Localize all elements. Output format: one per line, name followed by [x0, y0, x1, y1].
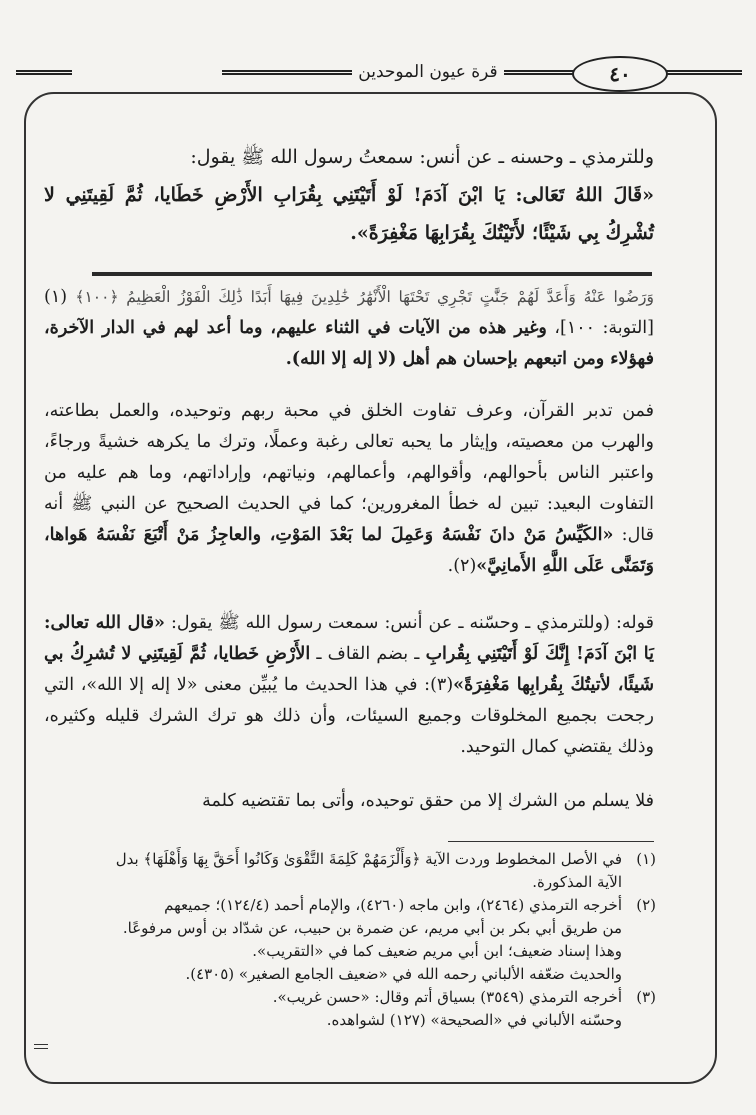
footnote	[44, 894, 656, 986]
footnote-line: والحديث ضعّفه الألباني رحمه الله في «ضعيف الجامع الصغير» (٤٣٠٥).	[185, 965, 622, 983]
paragraph-3-rest: في هذا الحديث ما يُبيِّن معنى «لا إله إلا الله»، التي رجحت بجميع المخلوقات وجميع السيئات، وأن ذلك هو ترك الشرك قليله وكثيره، وذلك يقتضي كمال التوحيد.	[44, 675, 654, 757]
hadith-text: «قَالَ اللهُ تَعَالى: يَا ابْنَ آدَمَ! لَوْ أَتَيْتَنِي بِقُرَابِ الأَرْضِ خَطَايا، ثُمَّ لَقِيتَنِي لا تُشْرِكُ بِي شَيْئًا؛ لأَتَيْتُكَ بِقُرَابِهَا مَغْفِرَةً».	[44, 184, 654, 244]
margin-mark	[34, 1044, 48, 1049]
quran-verse: وَرَضُوا عَنْهُ وَأَعَدَّ لَهُمْ جَنَّٰتٍ تَجْرِي تَحْتَهَا الْأَنْهَٰرُ خَٰلِدِينَ فِيهَا أَبَدًا ذَٰلِكَ الْفَوْزُ الْعَظِيمُ ﴿١٠٠﴾	[75, 288, 654, 306]
hadith-intro: وللترمذي ـ وحسنه ـ عن أنس: سمعتُ رسول الله ﷺ يقول:	[190, 146, 654, 168]
footnote-body	[44, 848, 622, 894]
running-title	[278, 62, 578, 82]
footnote-line: في الأصل المخطوط وردت الآية ﴿وَأَلْزَمَهُمْ كَلِمَةَ التَّقْوَىٰ وَكَانُوا أَحَقَّ بِهَا وَأَهْلَهَا﴾ بدل	[115, 850, 622, 868]
footnote-line: الآية المذكورة.	[532, 873, 622, 891]
paragraph-2	[44, 396, 654, 582]
page-header	[0, 0, 756, 100]
section-divider	[92, 272, 652, 276]
paragraph-3-intro: قوله: (وللترمذي ـ وحسّنه ـ عن أنس: سمعت رسول الله ﷺ يقول:	[171, 613, 654, 633]
hadith-box	[44, 138, 654, 252]
footnote-body	[44, 986, 622, 1032]
header-rule-right	[664, 70, 742, 75]
footnote-line: أخرجه الترمذي (٣٥٤٩) بسياق أتم وقال: «حسن غريب».	[272, 988, 622, 1006]
footnote-ref-2: (٢).	[447, 556, 477, 576]
footnotes	[44, 848, 656, 1032]
footnote-number: (١)	[636, 850, 656, 868]
footnote-line: وهذا إسناد ضعيف؛ ابن أبي مريم ضعيف كما في «التقريب».	[252, 942, 622, 960]
footnote-number: (٢)	[636, 896, 656, 914]
footnote	[44, 986, 656, 1032]
paragraph-4-text: فلا يسلم من الشرك إلا من حقق توحيده، وأتى بما تقتضيه كلمة	[202, 791, 654, 811]
paragraph-3	[44, 608, 654, 763]
verse-reference: (١) [التوبة: ١٠٠]،	[44, 287, 654, 338]
paragraph-1-bold: وغير هذه من الآيات في الثناء عليهم، وما أعد لهم في الدار الآخرة، فهؤلاء ومن اتبعهم بإحسان هم أهل (لا إله إلا الله).	[44, 318, 654, 369]
paragraph-1	[44, 282, 654, 375]
paragraph-3-note: ـ بضم القاف ـ	[316, 644, 420, 664]
footnote-line: من طريق أبي بكر بن أبي مريم، عن ضمرة بن حبيب، عن شدّاد بن أوس مرفوعًا.	[122, 919, 622, 937]
header-rule-far-left	[16, 70, 72, 75]
footnote-separator	[448, 841, 654, 842]
running-title-text: قرة عيون الموحدين	[352, 62, 503, 82]
hadith-quote-2: «الكَيِّسُ مَنْ دانَ نَفْسَهُ وَعَمِلَ لما بَعْدَ المَوْتِ، والعاجِزُ مَنْ أَتْبَعَ نَفْسَهُ هَواها، وَتَمَنَّى عَلَى اللَّهِ الأَمانِيَّ»	[44, 525, 654, 576]
page-number: ٤٠	[572, 56, 668, 92]
hadith-quote-3a: «قال الله تعالى: يَا ابْنَ آدَمَ! إِنَّكَ لَوْ أَتَيْتَنِي بِقُرابِ	[44, 613, 654, 664]
footnote-ref-3: (٣):	[424, 675, 454, 695]
footnote-number: (٣)	[636, 988, 656, 1006]
hadith-quote-3b: الأَرْضِ خَطايا، ثُمَّ لَقِيتَنِي لا تُشرِكُ بي شَيئًا، لأتيتُكَ بِقُرابِها مَغْفِرَةً»	[44, 644, 654, 695]
paragraph-2-text: فمن تدبر القرآن، وعرف تفاوت الخلق في محبة ربهم وتوحيده، والعمل بطاعته، والهرب من معصيته، وإيثار ما يحبه تعالى رغبة وعملًا، وترك ما يكرهه خشيةً ورجاءً، واعتبر الناس بأحوالهم، وأقوالهم، وأعمالهم، ونياتهم، وإراداتهم، وما هم عليه من التفاوت البعيد: تبين له خطأ المغرورين؛ كما في الحديث الصحيح عن النبي ﷺ أنه قال:	[44, 401, 654, 545]
footnote	[44, 848, 656, 894]
paragraph-4	[44, 786, 654, 817]
footnote-line: وحسّنه الألباني في «الصحيحة» (١٢٧) لشواهده.	[326, 1011, 622, 1029]
footnote-line: أخرجه الترمذي (٢٤٦٤)، وابن ماجه (٤٢٦٠)، والإمام أحمد (١٢٤/٤)؛ جميعهم	[164, 896, 622, 914]
footnote-body	[44, 894, 622, 986]
